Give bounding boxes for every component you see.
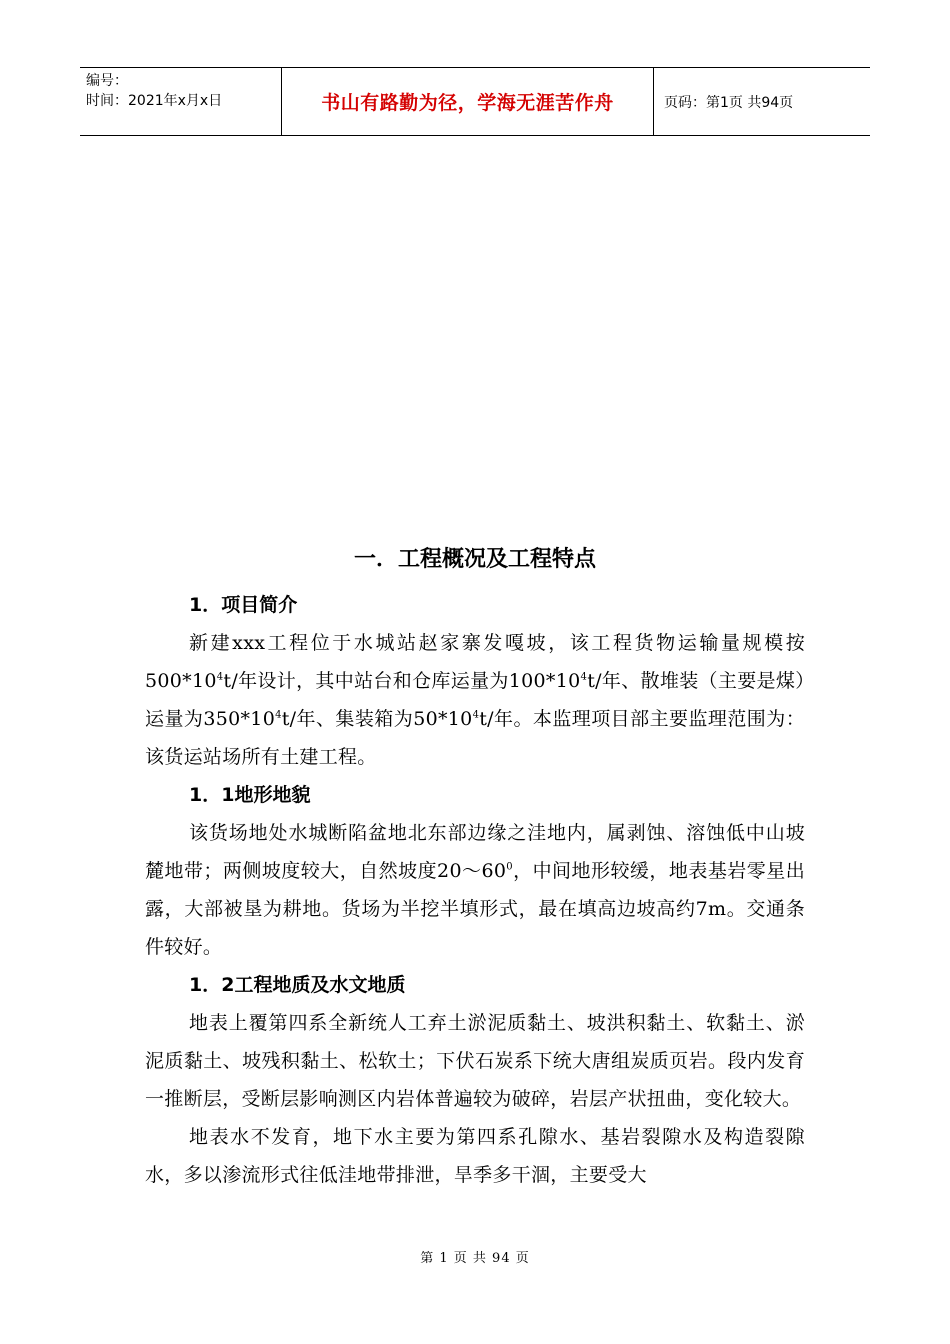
- paragraph-terrain: [145, 814, 805, 966]
- paragraph-hydrology: 地表水不发育，地下水主要为第四系孔隙水、基岩裂隙水及构造裂隙水，多以渗流形式往低洼地带排泄，旱季多干涸，主要受大: [145, 1126, 805, 1186]
- superscript: 4: [216, 671, 224, 683]
- superscript: 4: [580, 671, 588, 683]
- text-run: 新建xxx工程位于水城站赵家寨发嘎坡，该工程货物运输量规模按500*10: [145, 632, 805, 692]
- header-page-cell: [654, 68, 870, 135]
- text-run: 该货场地处水城断陷盆地北东部边缘之洼地内，属剥蚀、溶蚀低中山坡麓地带；两侧坡度较大，自然坡度20～60: [145, 822, 805, 882]
- text-run: t/年设计，其中站台和仓库运量为100*10: [223, 670, 581, 692]
- paragraph-project-intro: [145, 624, 805, 776]
- section-heading-project-intro: 1．项目简介: [189, 594, 298, 616]
- header-meta-cell: [80, 68, 281, 135]
- text-run: t/年、集装箱为50*10: [281, 708, 473, 730]
- section-heading-terrain: 1．1地形地貌: [189, 784, 311, 806]
- document-title: 一．工程概况及工程特点: [353, 547, 596, 572]
- header-motto-cell: [281, 68, 654, 135]
- paragraph-geology: 地表上覆第四系全新统人工弃土淤泥质黏土、坡洪积黏土、软黏土、淤泥质黏土、坡残积黏土、松软土；下伏石炭系下统大唐组炭质页岩。段内发育一推断层，受断层影响测区内岩体普遍较为破碎，岩层产状扭曲，变化较大。: [145, 1012, 805, 1110]
- header-motto: 书山有路勤为径，学海无涯苦作舟: [321, 92, 614, 114]
- header-page-info: 页码：第1页 共94页: [664, 94, 794, 111]
- text-run: t/年。本监理项目部主要监理范围为：该货运站场所有土建工程。: [145, 708, 805, 768]
- page-header: [80, 67, 870, 136]
- footer-page-number: 第 1 页 共 94 页: [420, 1251, 530, 1266]
- text-run: ，中间地形较缓，地表基岩零星出露，大部被垦为耕地。货场为半挖半填形式，最在填高边坡高约7m。交通条件较好。: [145, 860, 805, 958]
- section-heading-geology: 1．2工程地质及水文地质: [189, 974, 406, 996]
- document-number-label: 编号：: [86, 73, 128, 89]
- page-footer: [0, 1247, 950, 1266]
- document-body: [145, 540, 805, 1194]
- superscript: 4: [472, 709, 480, 721]
- superscript: 0: [506, 861, 513, 873]
- text-run: t/年、散堆装（主要是煤）运量为350*10: [145, 670, 805, 730]
- superscript: 4: [275, 709, 282, 721]
- document-time-label: 时间：2021年x月x日: [86, 93, 223, 109]
